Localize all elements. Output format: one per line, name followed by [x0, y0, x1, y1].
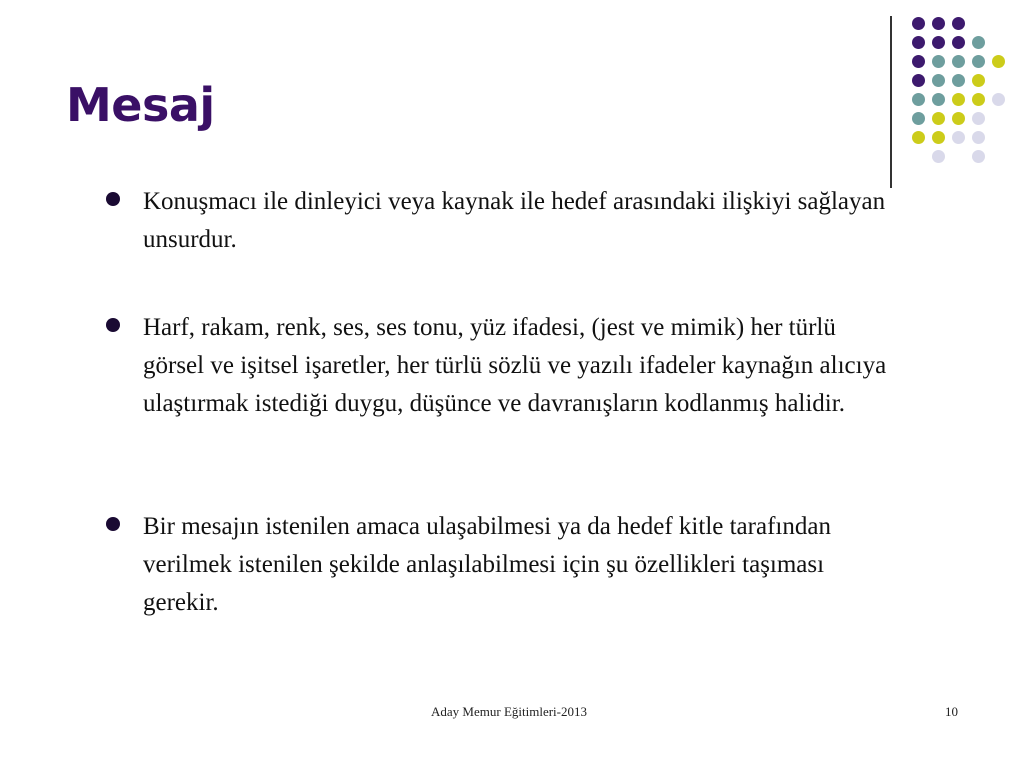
- decorative-dot: [952, 55, 965, 68]
- decorative-dot: [932, 55, 945, 68]
- bullet-text: Harf, rakam, renk, ses, ses tonu, yüz ifadesi, (jest ve mimik) her türlü görsel ve işitsel işaretler, her türlü sözlü ve yazılı ifadeler kaynağın alıcıya ulaştırmak istediği duygu, düşünce ve davranışların kodlanmış halidir.: [143, 314, 887, 417]
- decorative-dot-grid: [0, 0, 1024, 180]
- decorative-dot: [932, 36, 945, 49]
- decorative-dot: [952, 112, 965, 125]
- page-number: 10: [945, 704, 958, 719]
- decorative-dot: [912, 112, 925, 125]
- decorative-dot: [912, 55, 925, 68]
- decorative-dot: [932, 112, 945, 125]
- decorative-dot: [912, 17, 925, 30]
- decorative-dot: [952, 36, 965, 49]
- decorative-dot: [932, 93, 945, 106]
- decorative-dot: [972, 74, 985, 87]
- decorative-dot: [992, 93, 1005, 106]
- decorative-dot: [932, 131, 945, 144]
- decorative-dot: [972, 131, 985, 144]
- decorative-dot: [952, 131, 965, 144]
- decorative-dot: [952, 74, 965, 87]
- bullet-marker-icon: [106, 517, 120, 531]
- decorative-dot: [972, 36, 985, 49]
- decorative-dot: [952, 17, 965, 30]
- decorative-dot: [972, 112, 985, 125]
- decorative-dot: [932, 150, 945, 163]
- decorative-dot: [972, 55, 985, 68]
- decorative-dot: [912, 93, 925, 106]
- bullet-marker-icon: [106, 192, 120, 206]
- decorative-dot: [952, 93, 965, 106]
- footer-text: Aday Memur Eğitimleri-2013: [431, 704, 587, 719]
- slide-title: Mesaj: [66, 78, 215, 132]
- bullet-text: Konuşmacı ile dinleyici veya kaynak ile hedef arasındaki ilişkiyi sağlayan unsurdur.: [143, 188, 886, 253]
- decorative-dot: [972, 93, 985, 106]
- decorative-dot: [972, 150, 985, 163]
- decorative-dot: [912, 36, 925, 49]
- decorative-dot: [912, 131, 925, 144]
- bullet-text: Bir mesajın istenilen amaca ulaşabilmesi ya da hedef kitle tarafından verilmek istenilen şekilde anlaşılabilmesi için şu özellikleri taşıması gerekir.: [143, 513, 831, 616]
- decorative-dot: [912, 74, 925, 87]
- decorative-dot: [932, 74, 945, 87]
- decorative-dot: [992, 55, 1005, 68]
- decorative-dot: [932, 17, 945, 30]
- bullet-marker-icon: [106, 318, 120, 332]
